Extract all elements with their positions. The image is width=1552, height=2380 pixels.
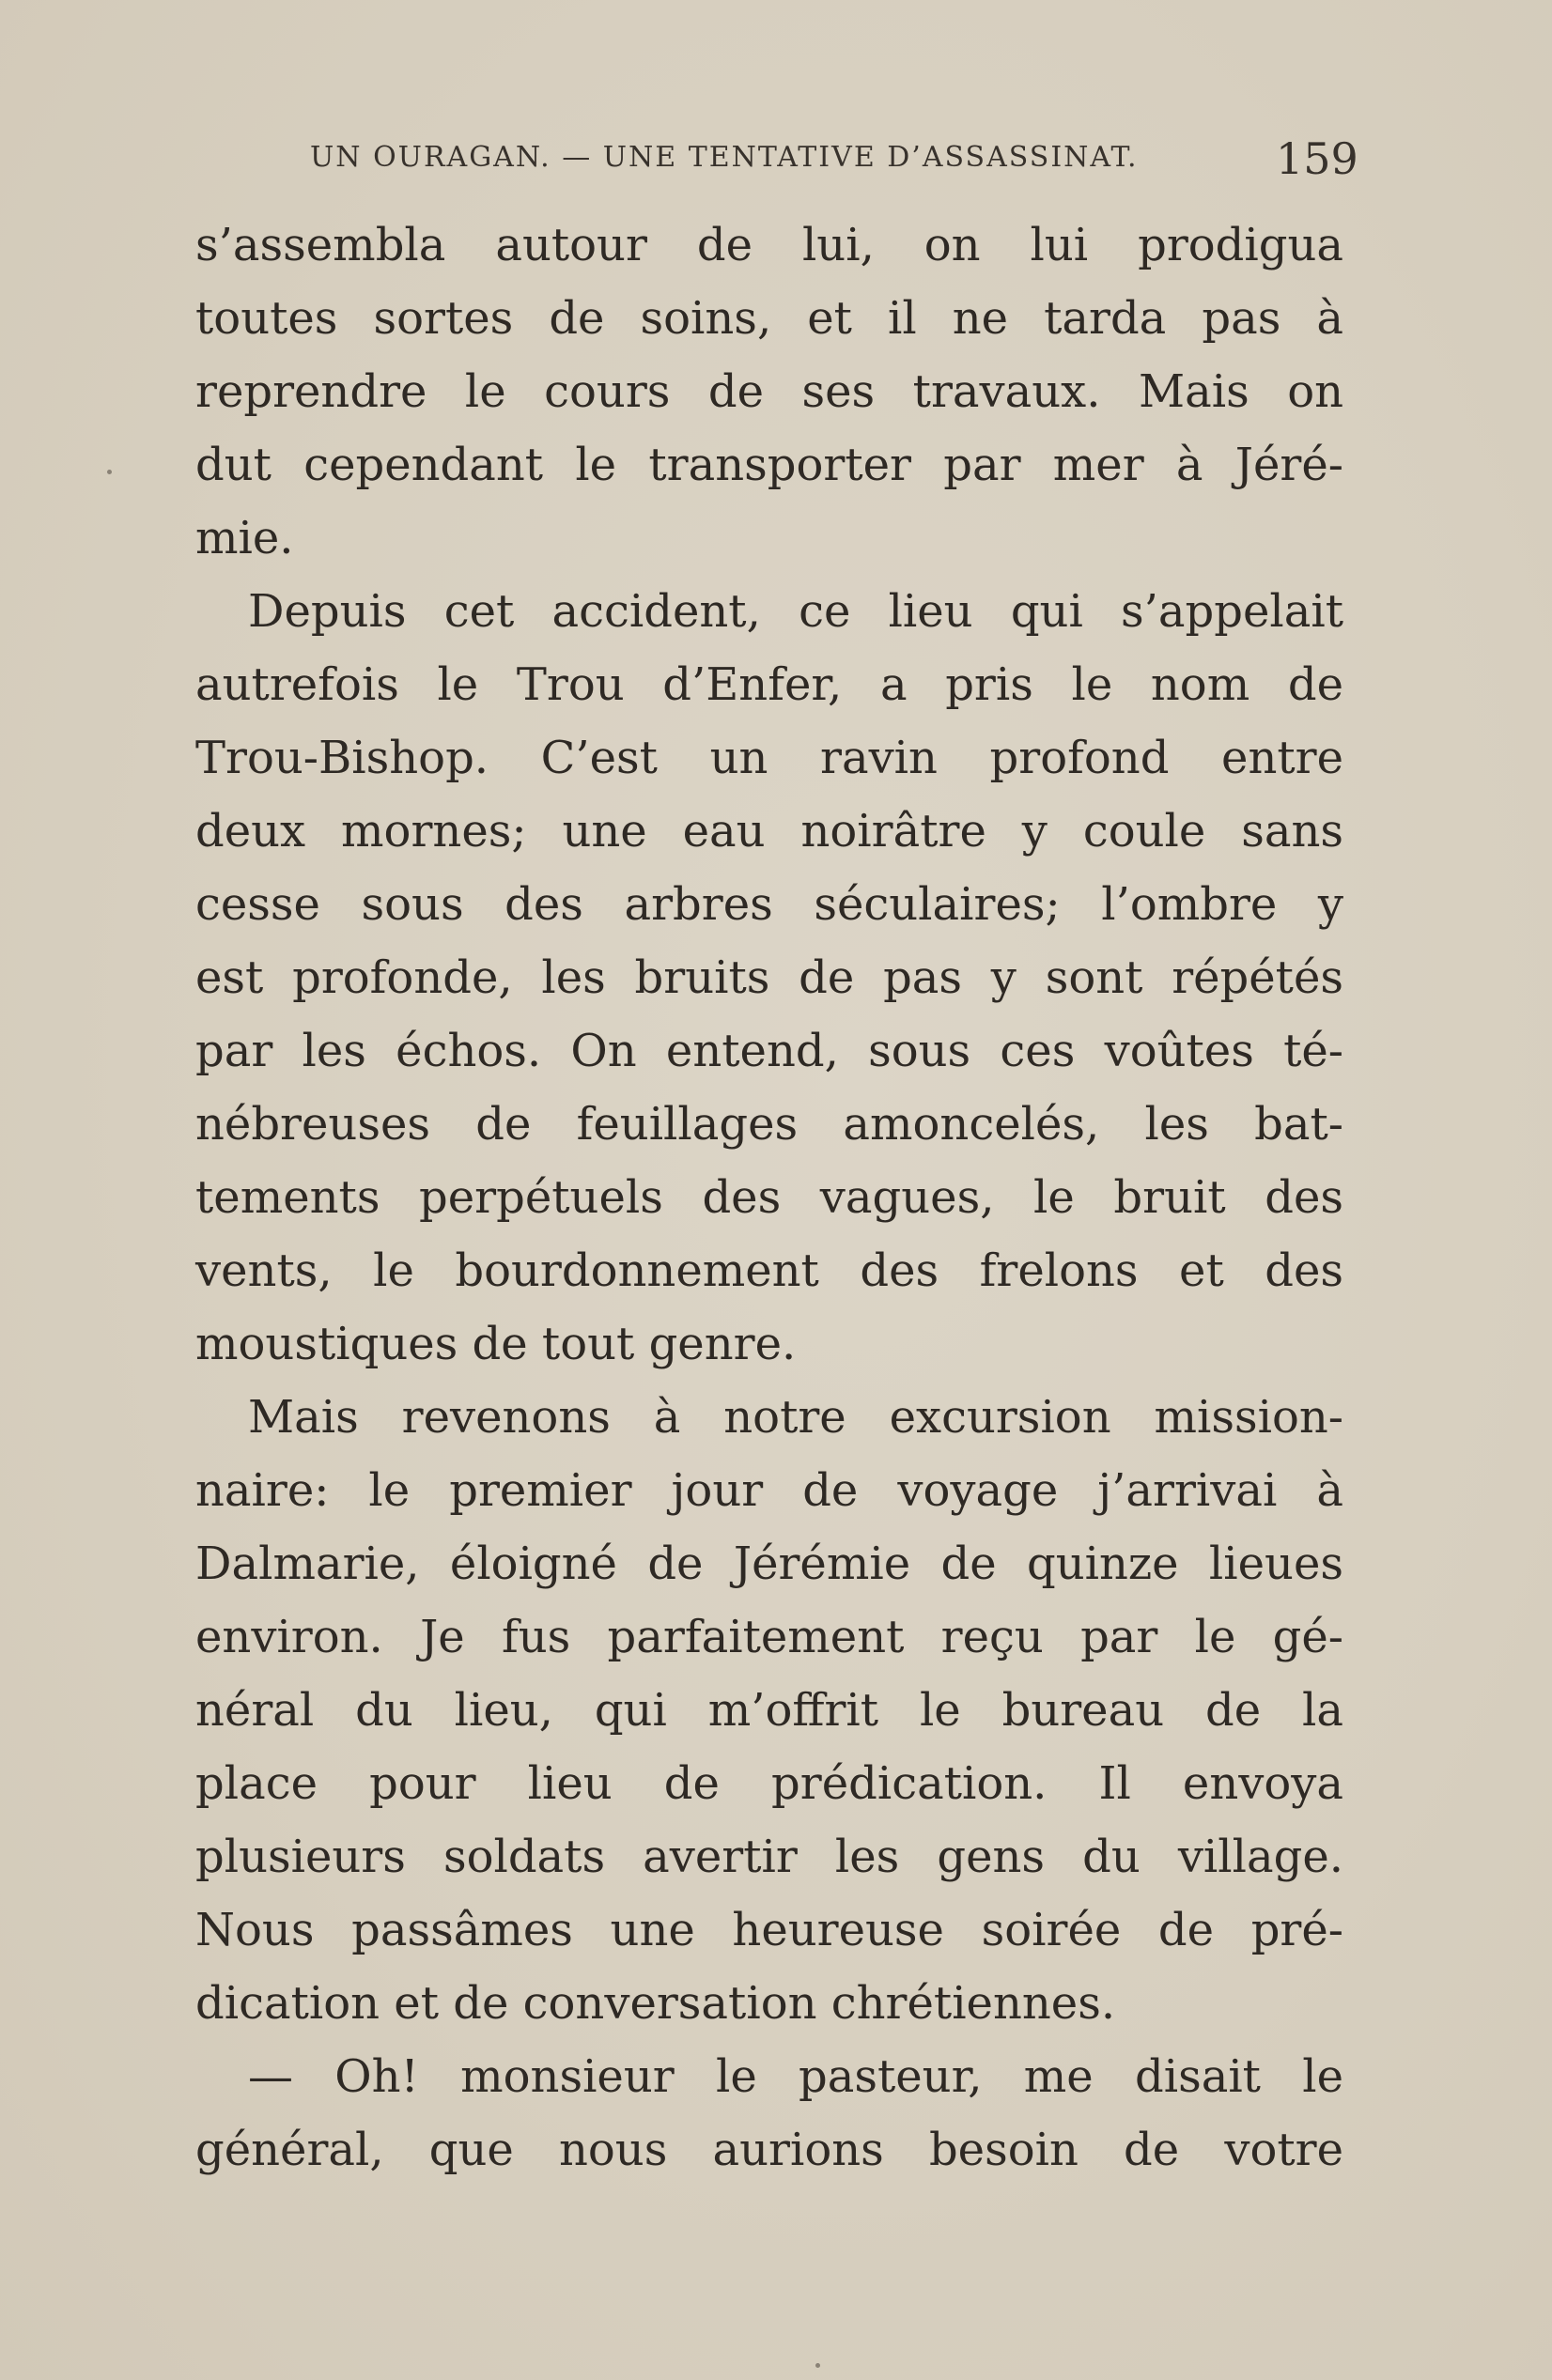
- text-line: place pour lieu de prédication. Il envoya: [195, 1757, 1343, 1810]
- text-line: Trou-Bishop. C’est un ravin profond entre: [195, 732, 1343, 784]
- text-line: Dalmarie, éloigné de Jérémie de quinze lieues: [195, 1538, 1343, 1590]
- text-line: vents, le bourdonnement des frelons et des: [195, 1244, 1343, 1297]
- text-line: autrefois le Trou d’Enfer, a pris le nom de: [195, 658, 1343, 711]
- text-line: naire: le premier jour de voyage j’arrivai à: [195, 1464, 1343, 1517]
- page-number: 159: [1276, 133, 1358, 184]
- text-line: Nous passâmes une heureuse soirée de pré-: [195, 1904, 1343, 1956]
- text-line: deux mornes; une eau noirâtre y coule sans: [195, 805, 1343, 858]
- text-line: Mais revenons à notre excursion mission-: [248, 1391, 1343, 1444]
- text-line: dut cependant le transporter par mer à Jéré-: [195, 439, 1343, 491]
- text-line: environ. Je fus parfaitement reçu par le gé-: [195, 1611, 1343, 1663]
- running-title: UN OURAGAN. — UNE TENTATIVE D’ASSASSINAT.: [310, 141, 1139, 174]
- page-header: [310, 133, 1358, 190]
- text-line: tements perpétuels des vagues, le bruit des: [195, 1171, 1343, 1224]
- text-line: général, que nous aurions besoin de votre: [195, 2124, 1343, 2176]
- text-line: Depuis cet accident, ce lieu qui s’appelait: [248, 585, 1343, 638]
- paper-speck: [107, 470, 112, 474]
- text-line: est profonde, les bruits de pas y sont répétés: [195, 951, 1343, 1004]
- text-line: par les échos. On entend, sous ces voûtes té-: [195, 1025, 1343, 1077]
- text-line: s’assembla autour de lui, on lui prodigua: [195, 219, 1343, 271]
- text-line: nébreuses de feuillages amoncelés, les bat-: [195, 1098, 1343, 1151]
- text-line: reprendre le cours de ses travaux. Mais on: [195, 365, 1343, 418]
- body-text: [195, 209, 1343, 2187]
- text-line: mie.: [195, 512, 294, 564]
- text-line: dication et de conversation chrétiennes.: [195, 1977, 1116, 2030]
- text-line: toutes sortes de soins, et il ne tarda pas à: [195, 292, 1343, 345]
- text-line: — Oh! monsieur le pasteur, me disait le: [248, 2050, 1343, 2103]
- text-line: néral du lieu, qui m’offrit le bureau de la: [195, 1684, 1343, 1737]
- paper-speck: [815, 2363, 820, 2368]
- text-line: moustiques de tout genre.: [195, 1318, 797, 1370]
- text-line: plusieurs soldats avertir les gens du village.: [195, 1831, 1343, 1883]
- text-line: cesse sous des arbres séculaires; l’ombre y: [195, 878, 1343, 931]
